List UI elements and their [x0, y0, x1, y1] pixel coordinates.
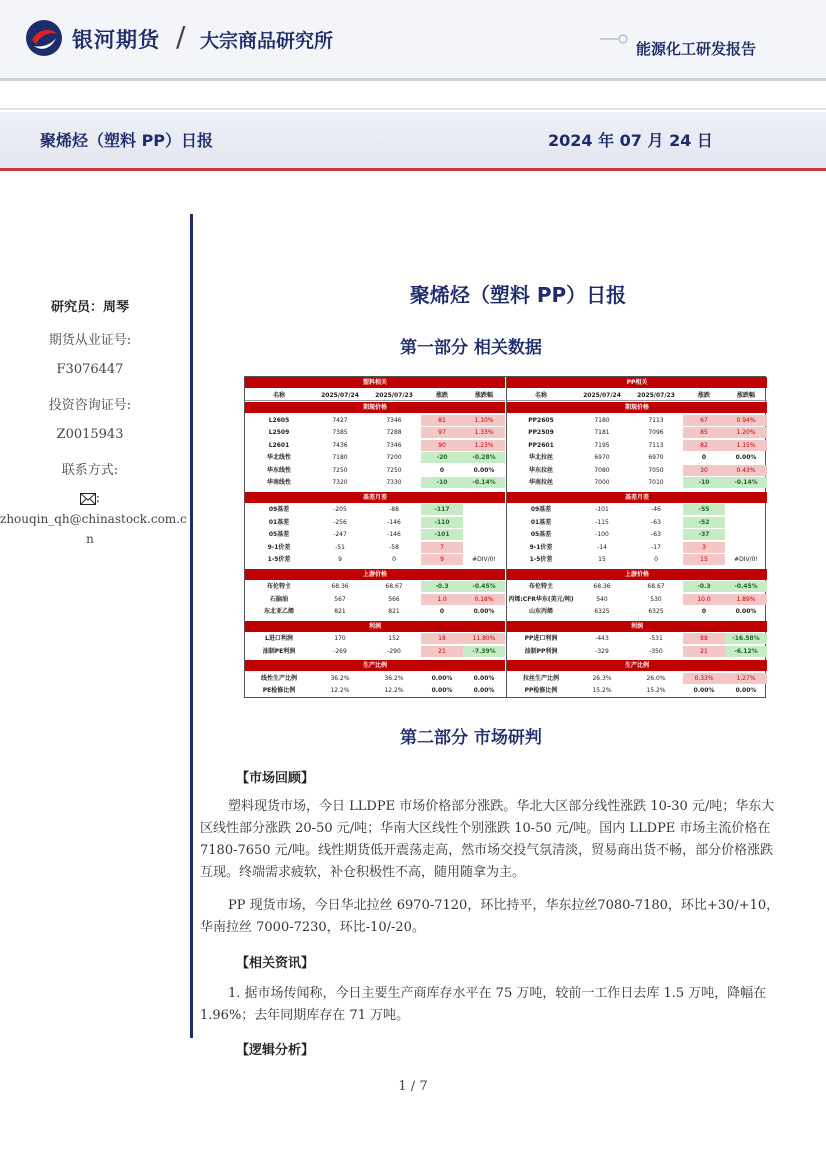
table-cell: 华北线性: [266, 454, 291, 461]
section-profit: 利润: [507, 621, 767, 632]
table-row: [245, 673, 505, 684]
table-cell: 7346: [386, 441, 402, 449]
table-cell: 15.2%: [646, 687, 666, 694]
table-cell: -6.12%: [725, 646, 767, 657]
table-cell: 0: [654, 556, 658, 563]
table-cell: -0.45%: [725, 581, 767, 592]
left-table-title: 塑料相关: [245, 377, 505, 388]
table-cell: 36.2%: [330, 674, 350, 682]
galaxy-logo-icon: [24, 18, 64, 58]
table-cell: 7050: [648, 466, 664, 474]
table-cell: 1.23%: [463, 440, 505, 451]
table-cell: 1-5价差: [529, 556, 553, 563]
table-row: [507, 415, 767, 426]
right-table-title: PP相关: [507, 377, 767, 388]
table-cell: 华东拉丝: [528, 466, 553, 474]
table-cell: L2605: [268, 416, 290, 424]
table-cell: #DIV/0!: [472, 556, 496, 563]
vertical-divider: [190, 214, 193, 1038]
table-row: [507, 452, 767, 463]
table-cell: -117: [421, 504, 463, 515]
table-cell: 0.00%: [735, 687, 757, 694]
header-slash: /: [176, 20, 186, 53]
table-cell: 7250: [386, 466, 402, 474]
document-title: 聚烯烃（塑料 PP）日报: [409, 283, 627, 307]
section-futures: 期现价格: [245, 402, 505, 413]
table-cell: PP进口利润: [524, 635, 558, 642]
table-cell: -101: [421, 529, 463, 540]
table-cell: 名称: [534, 391, 547, 399]
table-cell: 7200: [386, 454, 402, 461]
table-header-row: [507, 390, 767, 401]
table-cell: 530: [650, 595, 662, 603]
table-cell: 涨跌幅: [736, 391, 755, 399]
decoration-icon: [600, 32, 630, 46]
table-cell: -20: [421, 452, 463, 463]
table-cell: 7181: [594, 429, 610, 436]
table-cell: -350: [649, 647, 663, 655]
table-cell: 21: [683, 646, 725, 657]
table-row: [507, 673, 767, 684]
table-cell: -63: [651, 531, 661, 538]
logic-heading: 【逻辑分析】: [236, 1043, 315, 1058]
table-cell: 0: [392, 556, 396, 563]
table-cell: -269: [333, 647, 347, 655]
table-cell: 油制PP利润: [524, 647, 558, 655]
table-cell: 0.00%: [431, 687, 453, 694]
table-cell: 3: [683, 542, 725, 553]
table-cell: 566: [388, 595, 400, 603]
table-cell: 05基差: [530, 531, 552, 538]
table-cell: -290: [387, 647, 401, 655]
table-cell: 2025/07/23: [637, 391, 675, 399]
table-cell: 15: [683, 554, 725, 565]
table-cell: 90: [421, 440, 463, 451]
table-cell: L2509: [268, 429, 290, 436]
part2-title: 第二部分 市场研判: [400, 728, 542, 748]
table-cell: 09基差: [530, 506, 552, 513]
page-number: 1 / 7: [398, 1079, 428, 1094]
table-cell: 1.15%: [725, 440, 767, 451]
table-cell: -146: [387, 518, 401, 526]
table-cell: 丙烯:CFR华东(美元/吨): [508, 595, 574, 603]
table-cell: -110: [421, 517, 463, 528]
table-cell: 7195: [594, 441, 610, 449]
header-divider: [0, 78, 826, 81]
table-row: [507, 440, 767, 451]
table-row: [245, 554, 505, 565]
plastic-table: [245, 377, 505, 697]
table-cell: -14: [597, 543, 607, 551]
table-cell: -7.39%: [463, 646, 505, 657]
table-cell: 567: [334, 595, 346, 603]
table-cell: 7288: [386, 429, 402, 436]
table-cell: -16.58%: [725, 633, 767, 644]
table-cell: 7000: [594, 479, 610, 486]
brand-name: 银河期货: [72, 28, 160, 52]
table-cell: -146: [387, 531, 401, 538]
table-cell: 7180: [594, 416, 610, 424]
table-cell: 0.00%: [473, 608, 495, 615]
table-cell: 华北拉丝: [528, 454, 553, 461]
table-cell: 0.00%: [473, 674, 495, 682]
table-cell: -37: [683, 529, 725, 540]
table-cell: 1.20%: [725, 427, 767, 438]
section-profit: 利润: [245, 621, 505, 632]
table-cell: PP2605: [528, 416, 554, 424]
table-row: [245, 452, 505, 463]
table-row: [245, 465, 505, 476]
table-cell: [725, 517, 767, 528]
table-cell: 0.00%: [431, 674, 453, 682]
table-cell: -52: [683, 517, 725, 528]
table-cell: -101: [595, 506, 609, 513]
table-cell: 1.0: [421, 594, 463, 605]
table-cell: 石脑油: [269, 595, 288, 603]
table-cell: -10: [683, 477, 725, 488]
table-cell: 6970: [594, 454, 610, 461]
table-cell: 1.89%: [725, 594, 767, 605]
mail-colon: :: [95, 491, 101, 506]
table-cell: 7436: [332, 441, 348, 449]
table-cell: [463, 517, 505, 528]
researcher-name: 研究员：周琴: [50, 300, 129, 315]
table-row: [245, 427, 505, 438]
table-cell: 7113: [648, 416, 664, 424]
table-cell: 线性生产比例: [260, 674, 297, 682]
table-cell: 0.00%: [735, 454, 757, 461]
institute-name: 大宗商品研究所: [200, 30, 334, 52]
table-row: [507, 685, 767, 696]
table-cell: 0: [701, 608, 707, 615]
department-label: 能源化工研发报告: [636, 40, 757, 58]
table-row: [245, 504, 505, 515]
table-row: [245, 633, 505, 644]
table-cell: -0.14%: [463, 477, 505, 488]
section-upstream: 上游价格: [245, 569, 505, 580]
invest-cert: Z0015943: [56, 427, 124, 442]
section-futures: 期现价格: [507, 402, 767, 413]
table-row: [507, 633, 767, 644]
news-paragraph-1: 1. 据市场传闻称，今日主要生产商库存水平在 75 万吨，较前一工作日去库 1.5 万吨，降幅在 1.96%；去年同期库存在 71 万吨。: [200, 986, 767, 1023]
table-cell: 67: [683, 415, 725, 426]
table-cell: 0.00%: [693, 687, 715, 694]
table-cell: 东北亚乙烯: [263, 608, 294, 615]
table-cell: 华东线性: [266, 466, 291, 474]
table-cell: -46: [651, 506, 661, 513]
table-cell: 1-5价差: [267, 556, 291, 563]
table-cell: 82: [683, 440, 725, 451]
table-cell: -256: [333, 518, 347, 526]
report-name: 聚烯烃（塑料 PP）日报: [40, 131, 214, 150]
table-row: [507, 465, 767, 476]
table-cell: 18: [421, 633, 463, 644]
futures-cert-label: 期货从业证号:: [48, 333, 132, 348]
table-cell: 布伦特主: [266, 583, 291, 590]
table-row: [245, 606, 505, 617]
table-cell: 85: [683, 427, 725, 438]
table-cell: 2025/07/24: [321, 391, 359, 399]
table-cell: -17: [651, 543, 661, 551]
table-cell: 26.0%: [646, 674, 666, 682]
table-cell: 68.36: [593, 583, 611, 590]
table-cell: 0.00%: [473, 687, 495, 694]
table-row: [507, 427, 767, 438]
table-cell: -63: [651, 518, 661, 526]
table-header-row: [245, 390, 505, 401]
table-cell: 0.00%: [473, 466, 495, 474]
table-cell: 30: [683, 465, 725, 476]
table-cell: 7096: [648, 429, 664, 436]
table-cell: 1.33%: [463, 427, 505, 438]
table-row: [507, 477, 767, 488]
table-cell: 68.67: [385, 583, 403, 590]
table-cell: 涨跌: [435, 391, 448, 399]
table-cell: 821: [334, 608, 346, 615]
table-cell: -51: [335, 543, 345, 551]
table-cell: 9: [421, 554, 463, 565]
table-cell: #DIV/0!: [734, 556, 758, 563]
table-cell: 0.94%: [725, 415, 767, 426]
table-row: [507, 554, 767, 565]
table-cell: 821: [388, 608, 400, 615]
table-cell: 1.10%: [463, 415, 505, 426]
table-cell: 9-1价差: [267, 543, 291, 551]
table-cell: 81: [421, 415, 463, 426]
table-cell: 9-1价差: [529, 543, 553, 551]
table-cell: [463, 529, 505, 540]
table-row: [245, 517, 505, 528]
table-row: [245, 440, 505, 451]
table-cell: 540: [596, 595, 608, 603]
table-cell: 36.2%: [384, 674, 404, 682]
table-cell: -88: [389, 506, 399, 513]
table-cell: 10.0: [683, 594, 725, 605]
table-cell: 7180: [332, 454, 348, 461]
table-cell: -0.3: [683, 581, 725, 592]
table-cell: [725, 542, 767, 553]
table-cell: 11.80%: [463, 633, 505, 644]
table-cell: 152: [388, 635, 400, 642]
title-band-top-line: [0, 108, 826, 110]
table-cell: -205: [333, 506, 347, 513]
section-production: 生产比例: [507, 660, 767, 671]
table-cell: -100: [595, 531, 609, 538]
table-cell: 97: [421, 427, 463, 438]
table-cell: -55: [683, 504, 725, 515]
table-cell: 7320: [332, 479, 348, 486]
market-review-heading: 【市场回顾】: [236, 771, 315, 786]
part1-title: 第一部分 相关数据: [400, 338, 542, 358]
table-cell: 涨跌: [697, 391, 710, 399]
table-row: [507, 504, 767, 515]
table-cell: 15.2%: [592, 687, 612, 694]
table-cell: 170: [334, 635, 346, 642]
report-date: 2024 年 07 月 24 日: [548, 131, 713, 150]
table-row: [507, 517, 767, 528]
table-cell: L2601: [268, 441, 290, 449]
table-cell: 7113: [648, 441, 664, 449]
table-cell: 7330: [386, 479, 402, 486]
table-cell: 0.18%: [463, 594, 505, 605]
table-cell: 山东丙烯: [528, 608, 553, 615]
table-cell: 0.43%: [725, 465, 767, 476]
table-cell: PE检修比例: [262, 687, 296, 694]
table-cell: 0: [701, 454, 707, 461]
table-cell: 名称: [272, 391, 285, 399]
table-cell: 1.27%: [725, 673, 767, 684]
table-cell: L进口利润: [265, 635, 293, 642]
section-basis: 基差月差: [245, 492, 505, 503]
table-cell: 12.2%: [384, 687, 404, 694]
table-cell: 7010: [648, 479, 664, 486]
section-production: 生产比例: [245, 660, 505, 671]
table-cell: -531: [649, 635, 663, 642]
table-cell: 7346: [386, 416, 402, 424]
table-row: [507, 542, 767, 553]
table-cell: 88: [683, 633, 725, 644]
table-cell: 9: [338, 556, 342, 563]
table-row: [245, 415, 505, 426]
table-cell: -0.3: [421, 581, 463, 592]
invest-cert-label: 投资咨询证号:: [48, 398, 132, 413]
table-row: [507, 529, 767, 540]
envelope-icon: [80, 493, 96, 505]
table-row: [507, 646, 767, 657]
table-cell: 7427: [332, 416, 348, 424]
table-row: [507, 581, 767, 592]
table-cell: PP检修比例: [524, 687, 558, 694]
section-basis: 基差月差: [507, 492, 767, 503]
table-row: [245, 542, 505, 553]
table-cell: 68.36: [331, 583, 349, 590]
table-row: [245, 685, 505, 696]
table-row: [245, 581, 505, 592]
table-cell: -0.28%: [463, 452, 505, 463]
table-cell: 布伦特主: [528, 583, 553, 590]
table-cell: 2025/07/23: [375, 391, 413, 399]
table-cell: 7: [421, 542, 463, 553]
futures-cert: F3076447: [56, 362, 124, 377]
table-cell: -0.45%: [463, 581, 505, 592]
table-cell: -247: [333, 531, 347, 538]
table-row: [245, 477, 505, 488]
table-cell: -443: [595, 635, 609, 642]
table-cell: 68.67: [647, 583, 665, 590]
table-cell: 01基差: [530, 518, 552, 526]
table-cell: -58: [389, 543, 399, 551]
table-cell: 05基差: [268, 531, 290, 538]
table-cell: 0: [439, 608, 445, 615]
table-row: [507, 606, 767, 617]
market-review-paragraph-1: 塑料现货市场，今日 LLDPE 市场价格部分涨跌。华北大区部分线性涨跌 10-30 元/吨；华东大区线性部分涨跌 20-50 元/吨；华南大区线性个别涨跌 10-50 元/吨。国内 LLDPE 市场主流价格在 7180-7650 元/吨。线性期货低开震荡走高，然市场交投气氛清淡，贸易商出货不畅，部分价格涨跌互现。终端需求疲软，补仓积极性不高，随用随拿为主。: [200, 799, 775, 880]
table-cell: 拉丝生产比例: [522, 674, 559, 682]
table-cell: PP2509: [528, 429, 554, 436]
pp-table: [506, 377, 766, 697]
email-line-2[interactable]: n: [86, 532, 94, 546]
section-upstream: 上游价格: [507, 569, 767, 580]
table-cell: 09基差: [268, 506, 290, 513]
data-table: [244, 376, 766, 698]
mail-line: [0, 491, 180, 506]
news-heading: 【相关资讯】: [236, 956, 315, 971]
contact-label: 联系方式:: [61, 463, 119, 478]
table-cell: 涨跌幅: [474, 391, 493, 399]
table-cell: 0.33%: [683, 673, 725, 684]
table-cell: 26.3%: [592, 674, 612, 682]
table-cell: 2025/07/24: [583, 391, 621, 399]
table-cell: -0.14%: [725, 477, 767, 488]
table-cell: 12.2%: [330, 687, 350, 694]
table-cell: 6325: [594, 608, 610, 615]
table-cell: 6970: [648, 454, 664, 461]
table-cell: [725, 529, 767, 540]
table-cell: 7080: [594, 466, 610, 474]
table-cell: 7250: [332, 466, 348, 474]
table-cell: 15: [598, 556, 606, 563]
table-cell: 6325: [648, 608, 664, 615]
table-cell: 7385: [332, 429, 348, 436]
table-cell: [463, 542, 505, 553]
table-cell: 01基差: [268, 518, 290, 526]
table-cell: 21: [421, 646, 463, 657]
table-row: [245, 529, 505, 540]
table-cell: PP2601: [528, 441, 554, 449]
table-cell: 华南线性: [266, 479, 291, 486]
table-cell: 华南拉丝: [528, 479, 553, 486]
table-cell: 0.00%: [735, 608, 757, 615]
table-cell: [725, 504, 767, 515]
title-band-bottom-line: [0, 168, 826, 171]
table-cell: -115: [595, 518, 609, 526]
table-row: [245, 646, 505, 657]
table-cell: 油制PE利润: [262, 647, 296, 655]
table-row: [245, 594, 505, 605]
table-row: [507, 594, 767, 605]
table-cell: 0: [439, 466, 445, 474]
market-review-paragraph-2: PP 现货市场，今日华北拉丝 6970-7120，环比持平，华东拉丝7080-7180，环比+30/+10，华南拉丝 7000-7230，环比-10/-20。: [200, 898, 780, 935]
table-cell: [463, 504, 505, 515]
table-cell: -10: [421, 477, 463, 488]
table-cell: -329: [595, 647, 609, 655]
email-line-1[interactable]: zhouqin_qh@chinastock.com.c: [0, 512, 187, 526]
